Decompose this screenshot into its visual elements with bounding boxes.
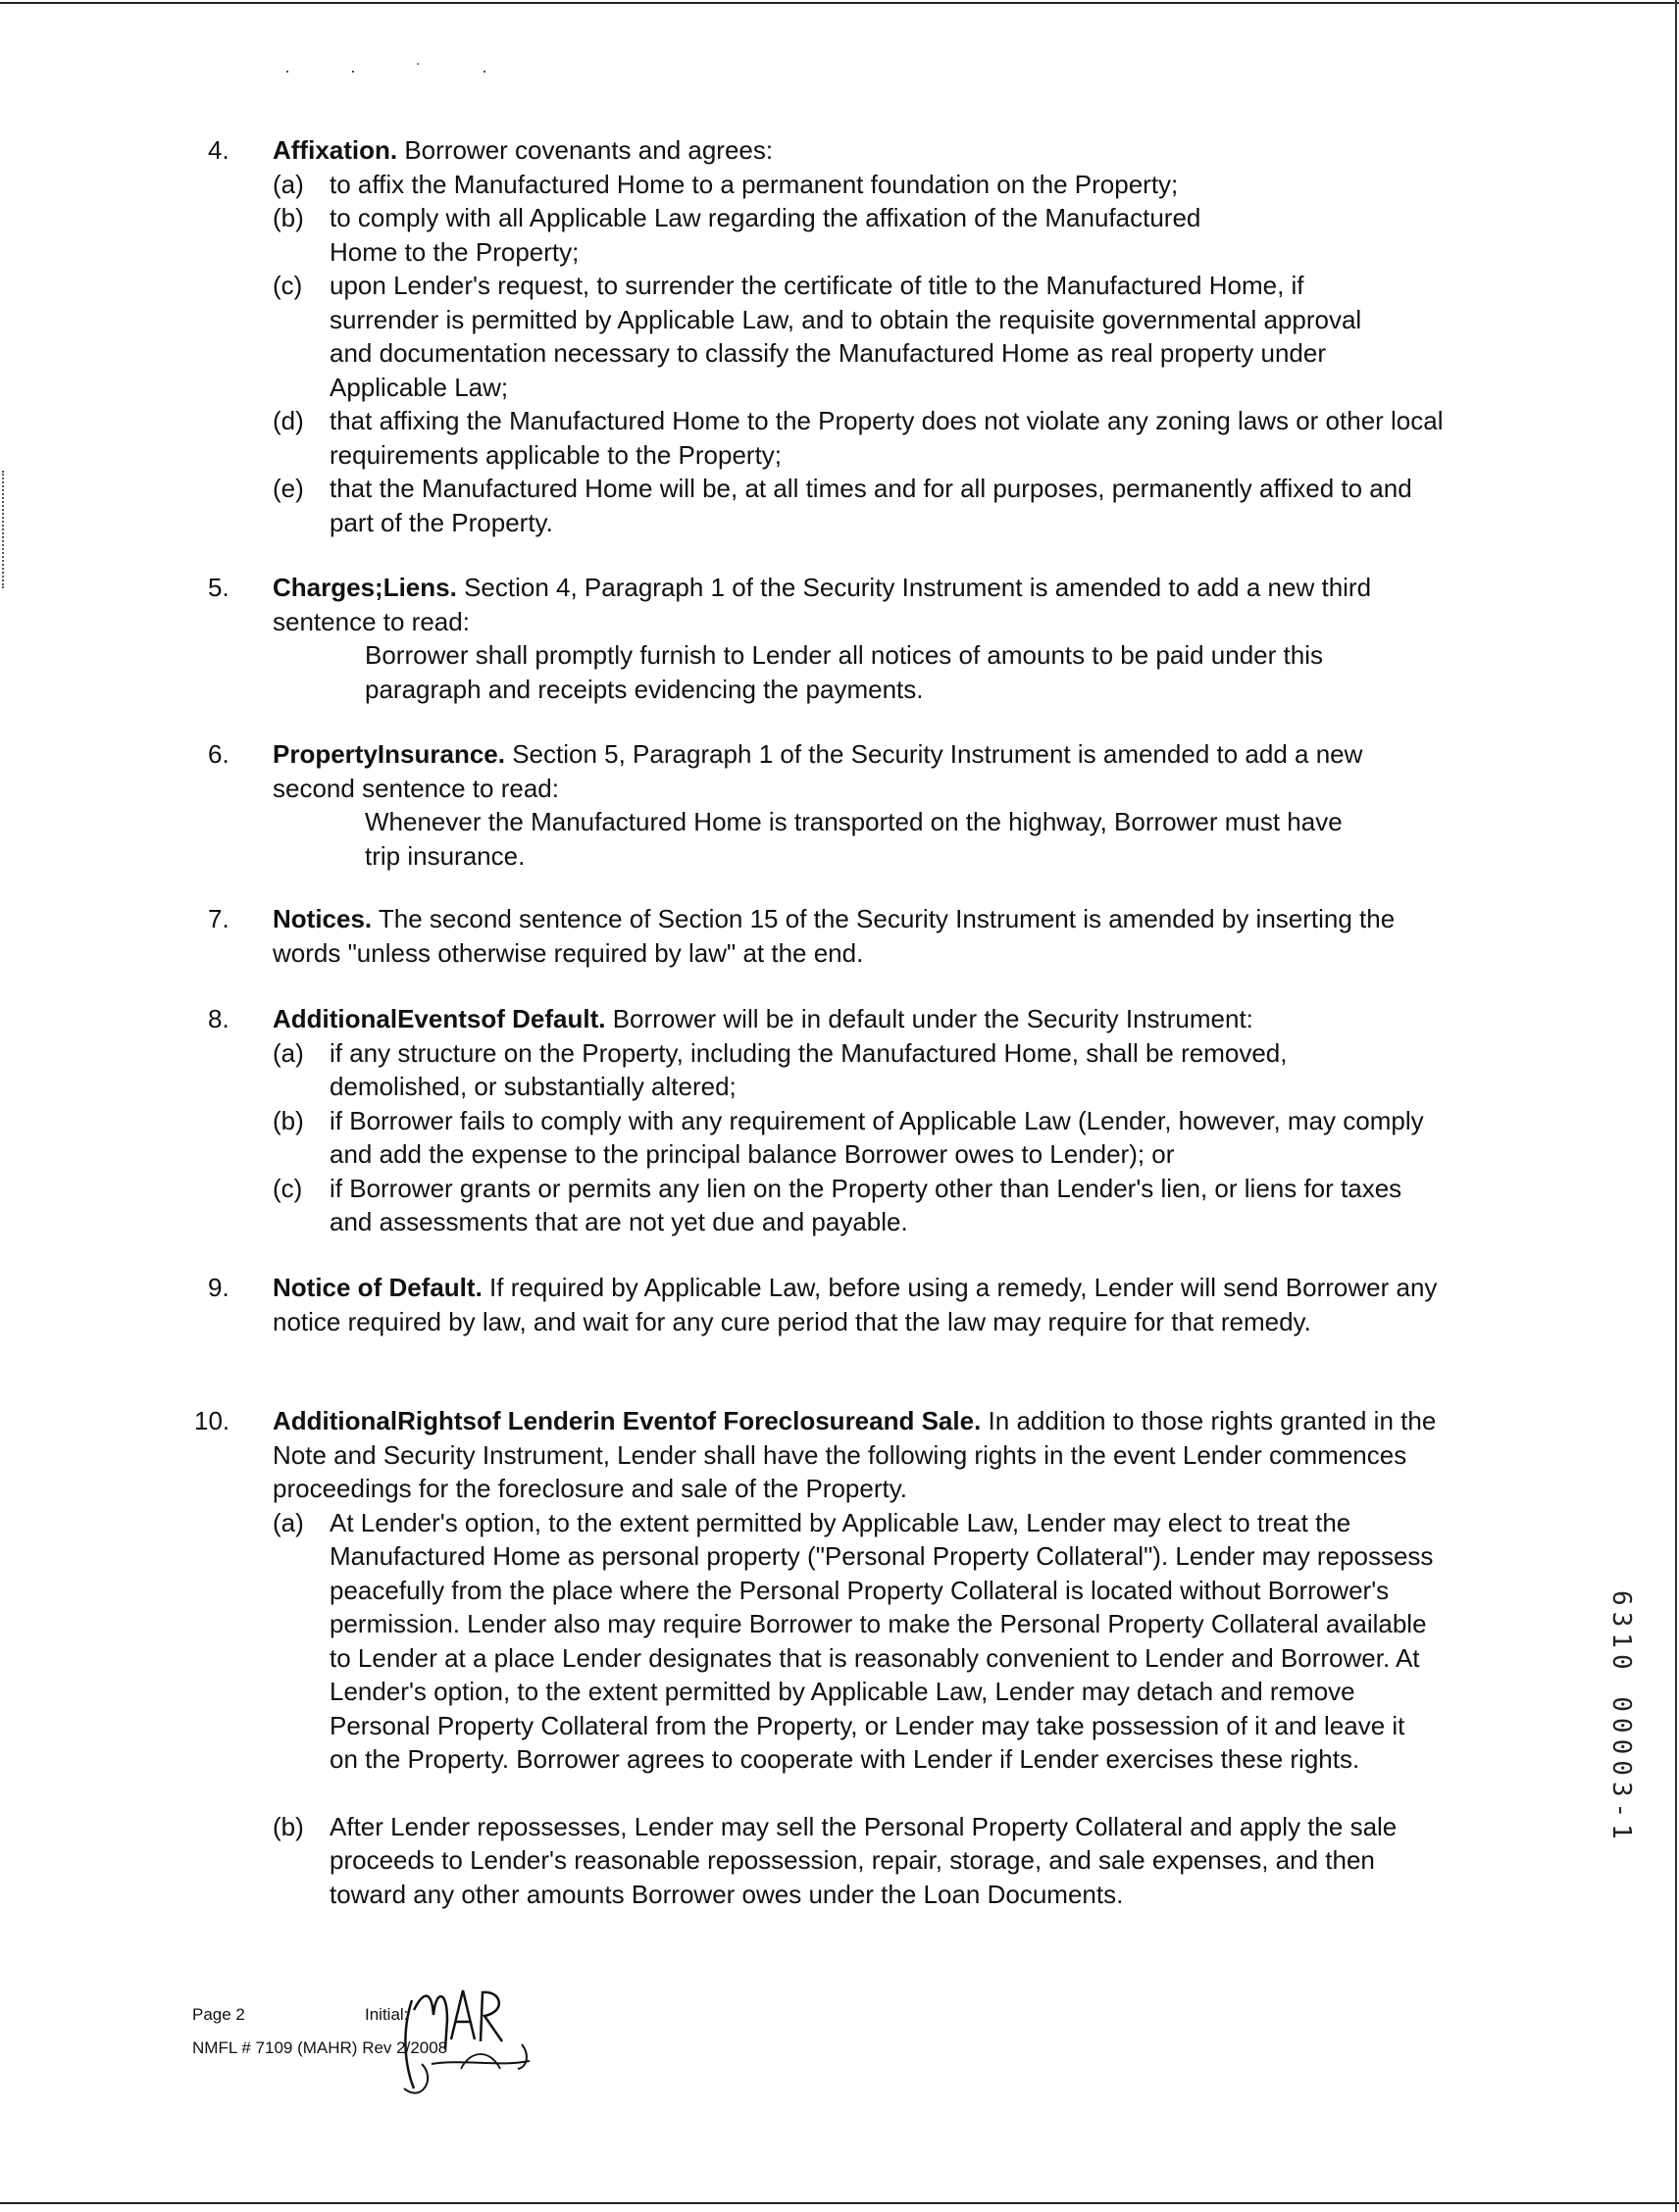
initial-label: Initial: <box>365 2005 409 2024</box>
list-item <box>273 1810 1450 1912</box>
list-item-text: to comply with all Applicable Law regarding the affixation of the Manufactured Home to the Property; <box>330 203 1201 267</box>
section-body <box>273 902 1450 970</box>
list-item-label: (d) <box>273 406 304 435</box>
section-intro-text: Section 4, Paragraph 1 of the Security Instrument is amended to add a new third sentence to read: <box>273 573 1372 636</box>
section-intro-text: In addition to those rights granted in the Note and Security Instrument, Lender shall have the following rights in the event Lender commences proceedings for the foreclosure and sale of the Property. <box>273 1406 1437 1503</box>
list-item-label: (b) <box>273 1105 304 1135</box>
list-item-text: upon Lender's request, to surrender the certificate of title to the Manufactured Home, if surrender is permitted by Applicable Law, and to obtain the requisite governmental approval and documentation necessary to classify the Manufactured Home as real property under Applicable Law; <box>330 271 1362 402</box>
list-item-text: if Borrower fails to comply with any requirement of Applicable Law (Lender, however, may comply and add the expense to the principal balance Borrower owes to Lender); or <box>330 1105 1424 1169</box>
section-heading: Notices. <box>273 904 373 933</box>
section-number: 7. <box>208 904 229 933</box>
scan-edge-mark <box>2 471 5 588</box>
section-number: 5. <box>208 573 229 602</box>
list-item <box>273 168 1450 202</box>
list-item-label: (a) <box>273 1037 304 1068</box>
section-number: 10. <box>194 1406 230 1435</box>
section-intro-text: Borrower will be in default under the Security Instrument: <box>605 1004 1253 1033</box>
scan-border-right <box>1675 0 1677 2212</box>
section-intro-text: Section 5, Paragraph 1 of the Security Instrument is amended to add a new second sentence to read: <box>273 739 1363 803</box>
list-item-label: (c) <box>273 271 303 300</box>
list-item <box>273 1104 1450 1172</box>
section-intro <box>273 1404 1450 1506</box>
section-intro-text: The second sentence of Section 15 of the Security Instrument is amended by inserting the words "unless otherwise required by law" at the end. <box>273 904 1396 968</box>
section-heading: Affixation. <box>273 135 398 165</box>
scan-specks: · · ˙ · <box>284 61 515 80</box>
list-item-text: After Lender repossesses, Lender may sell the Personal Property Collateral and apply the sale proceeds to Lender's reasonable repossession, repair, storage, and sale expenses, and then toward any other amounts Borrower owes under the Loan Documents. <box>330 1811 1398 1909</box>
document-stamp-number: 6310 00003-1 <box>1606 1590 1636 1845</box>
list-item-text: At Lender's option, to the extent permitted by Applicable Law, Lender may elect to treat the Manufactured Home as personal property ("Personal Property Collateral"). Lender may repossess peacefully from the place where the Personal Property Collateral is located without Borrower's permission. Lender also may require Borrower to make the Personal Property Collateral available to Lender at a place Lender designates that is reasonably convenient to Lender and Borrower. At Lender's option, to the extent permitted by Applicable Law, Lender may detach and remove Personal Property Collateral from the Property, or Lender may take possession of it and leave it on the Property. Borrower agrees to cooperate with Lender if Lender exercises these rights. <box>330 1507 1434 1774</box>
section-intro <box>273 1002 1450 1036</box>
section-heading: AdditionalRightsof Lenderin Eventof Foreclosureand Sale. <box>273 1406 982 1435</box>
list-item-text: to affix the Manufactured Home to a permanent foundation on the Property; <box>330 169 1179 199</box>
section-heading: AdditionalEventsof Default. <box>273 1004 606 1033</box>
list-item-text: that affixing the Manufactured Home to the Property does not violate any zoning laws or other local requirements applicable to the Property; <box>330 406 1444 470</box>
form-id: NMFL # 7109 (MAHR) Rev 2/2008 <box>192 2038 448 2057</box>
quoted-sentence: Borrower shall promptly furnish to Lender all notices of amounts to be paid under this paragraph and receipts evidencing the payments. <box>365 640 1323 704</box>
spacer <box>273 1777 1450 1810</box>
section-number: 8. <box>208 1004 229 1033</box>
list-item <box>273 404 1450 472</box>
section-heading: Notice of Default. <box>273 1273 483 1302</box>
list-item-label: (b) <box>273 1811 304 1841</box>
list-item-label: (e) <box>273 474 304 503</box>
section-heading: Charges;Liens. <box>273 573 457 602</box>
section-number: 9. <box>208 1273 229 1302</box>
section-intro <box>273 737 1450 805</box>
section-intro-text: If required by Applicable Law, before using a remedy, Lender will send Borrower any notice required by law, and wait for any cure period that the law may require for that remedy. <box>273 1273 1438 1336</box>
list-item-label: (a) <box>273 169 304 199</box>
section-body <box>273 571 1450 706</box>
section-intro <box>273 133 1450 168</box>
section-body <box>273 1271 1450 1338</box>
section-number: 4. <box>208 135 229 165</box>
section-heading: PropertyInsurance. <box>273 739 505 769</box>
page-number: Page 2 <box>192 2005 245 2024</box>
list-item-label: (b) <box>273 203 304 232</box>
section-body <box>273 1404 1450 1911</box>
section-body <box>273 737 1450 873</box>
section-intro-text: Borrower covenants and agrees: <box>397 135 774 165</box>
section-body <box>273 1002 1450 1239</box>
list-item <box>273 1036 1450 1104</box>
list-item <box>273 269 1450 404</box>
section-number: 6. <box>208 739 229 769</box>
list-item-text: if Borrower grants or permits any lien on the Property other than Lender's lien, or liens for taxes and assessments that are not yet due and payable. <box>330 1173 1402 1236</box>
initials-signature <box>392 1971 539 2108</box>
list-item-text: that the Manufactured Home will be, at all times and for all purposes, permanently affixed to and part of the Property. <box>330 474 1412 537</box>
list-item <box>273 201 1450 269</box>
section-intro <box>273 571 1450 638</box>
list-item-label: (c) <box>273 1173 303 1203</box>
section-body <box>273 133 1450 539</box>
scan-border-top <box>0 2 1679 4</box>
scan-border-bottom <box>0 2202 1679 2204</box>
quoted-sentence: Whenever the Manufactured Home is transported on the highway, Borrower must have trip insurance. <box>365 807 1343 871</box>
section-intro <box>273 1271 1450 1338</box>
list-item-text: if any structure on the Property, including the Manufactured Home, shall be removed, demolished, or substantially altered; <box>330 1037 1288 1101</box>
list-item <box>273 1172 1450 1239</box>
list-item <box>273 1506 1450 1777</box>
section-intro <box>273 902 1450 970</box>
list-item-label: (a) <box>273 1507 304 1537</box>
list-item <box>273 472 1450 539</box>
